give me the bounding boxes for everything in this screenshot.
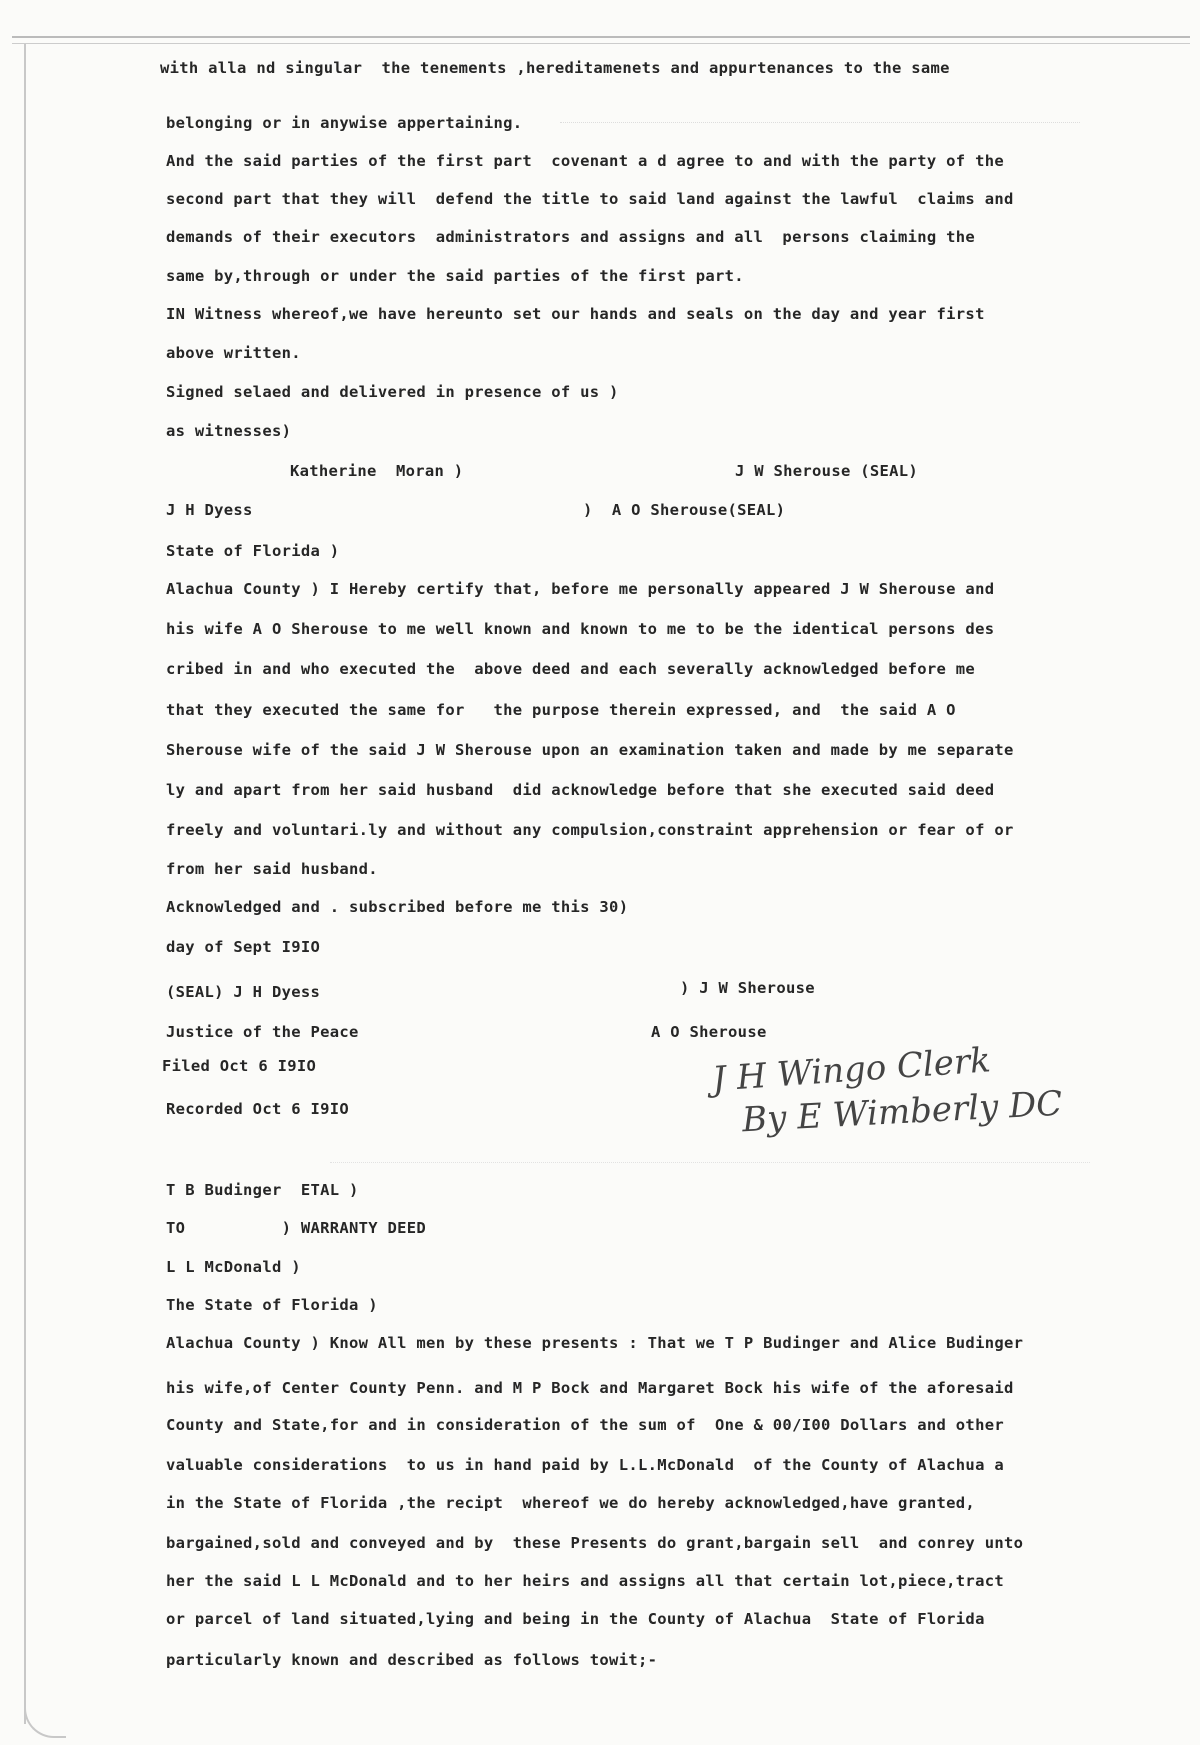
text-line: The State of Florida ) <box>166 1296 378 1314</box>
text-line: valuable considerations to us in hand paid by L.L.McDonald of the County of Alachua a <box>166 1456 1004 1474</box>
left-margin-rule <box>24 44 26 1724</box>
text-line: ) J W Sherouse <box>680 979 815 997</box>
text-line: second part that they will defend the title to said land against the lawful claims and <box>166 190 1014 208</box>
text-line: Filed Oct 6 I9IO <box>162 1057 317 1075</box>
text-line: Alachua County ) I Hereby certify that, before me personally appeared J W Sherouse and <box>166 580 995 598</box>
text-line: his wife,of Center County Penn. and M P Bock and Margaret Bock his wife of the aforesaid <box>166 1379 1014 1397</box>
top-border-rule <box>12 36 1190 44</box>
text-line: ly and apart from her said husband did acknowledge before that she executed said deed <box>166 781 995 799</box>
text-line: And the said parties of the first part covenant a d agree to and with the party of the <box>166 152 1004 170</box>
deputy-clerk-signature: By E Wimberly DC <box>741 1083 1064 1141</box>
text-line: above written. <box>166 344 301 362</box>
text-line: same by,through or under the said parties of the first part. <box>166 267 744 285</box>
text-line: cribed in and who executed the above deed and each severally acknowledged before me <box>166 660 976 678</box>
text-line: Alachua County ) Know All men by these presents : That we T P Budinger and Alice Budinger <box>166 1334 1024 1352</box>
page-corner-curl <box>24 1700 66 1738</box>
text-line: County and State,for and in consideration of the sum of One & 00/I00 Dollars and other <box>166 1416 1004 1434</box>
text-line: State of Florida ) <box>166 542 340 560</box>
text-line: IN Witness whereof,we have hereunto set our hands and seals on the day and year first <box>166 305 985 323</box>
text-line: J H Dyess <box>166 501 253 519</box>
text-line: demands of their executors administrators and assigns and all persons claiming the <box>166 228 976 246</box>
text-line: J W Sherouse (SEAL) <box>735 462 919 480</box>
text-line: TO ) WARRANTY DEED <box>166 1219 427 1237</box>
text-line: Sherouse wife of the said J W Sherouse upon an examination taken and made by me separate <box>166 741 1014 759</box>
text-line: Justice of the Peace <box>166 1023 359 1041</box>
bleed-through <box>560 122 1080 129</box>
text-line: L L McDonald ) <box>166 1258 301 1276</box>
text-line: in the State of Florida ,the recipt whereof we do hereby acknowledged,have granted, <box>166 1494 976 1512</box>
text-line: ) A O Sherouse(SEAL) <box>583 501 786 519</box>
text-line: T B Budinger ETAL ) <box>166 1181 359 1199</box>
text-line: with alla nd singular the tenements ,hereditamenets and appurtenances to the same <box>160 59 950 77</box>
text-line: Acknowledged and . subscribed before me this 30) <box>166 898 629 916</box>
text-line: that they executed the same for the purpose therein expressed, and the said A O <box>166 701 956 719</box>
text-line: her the said L L McDonald and to her heirs and assigns all that certain lot,piece,tract <box>166 1572 1004 1590</box>
text-line: day of Sept I9IO <box>166 938 321 956</box>
text-line: Recorded Oct 6 I9IO <box>166 1100 350 1118</box>
text-line: as witnesses) <box>166 422 292 440</box>
text-line: (SEAL) J H Dyess <box>166 983 321 1001</box>
text-line: freely and voluntari.ly and without any compulsion,constraint apprehension or fear of or <box>166 821 1014 839</box>
bleed-through <box>330 1162 1090 1169</box>
text-line: Katherine Moran ) <box>290 462 464 480</box>
text-line: his wife A O Sherouse to me well known and known to me to be the identical persons des <box>166 620 995 638</box>
text-line: belonging or in anywise appertaining. <box>166 114 523 132</box>
text-line: from her said husband. <box>166 860 378 878</box>
clerk-signature: J H Wingo Clerk <box>710 1040 992 1100</box>
text-line: particularly known and described as follows towit;- <box>166 1651 658 1669</box>
text-line: or parcel of land situated,lying and being in the County of Alachua State of Florida <box>166 1610 985 1628</box>
text-line: A O Sherouse <box>651 1023 767 1041</box>
text-line: bargained,sold and conveyed and by these Presents do grant,bargain sell and conrey unto <box>166 1534 1024 1552</box>
text-line: Signed selaed and delivered in presence of us ) <box>166 383 619 401</box>
